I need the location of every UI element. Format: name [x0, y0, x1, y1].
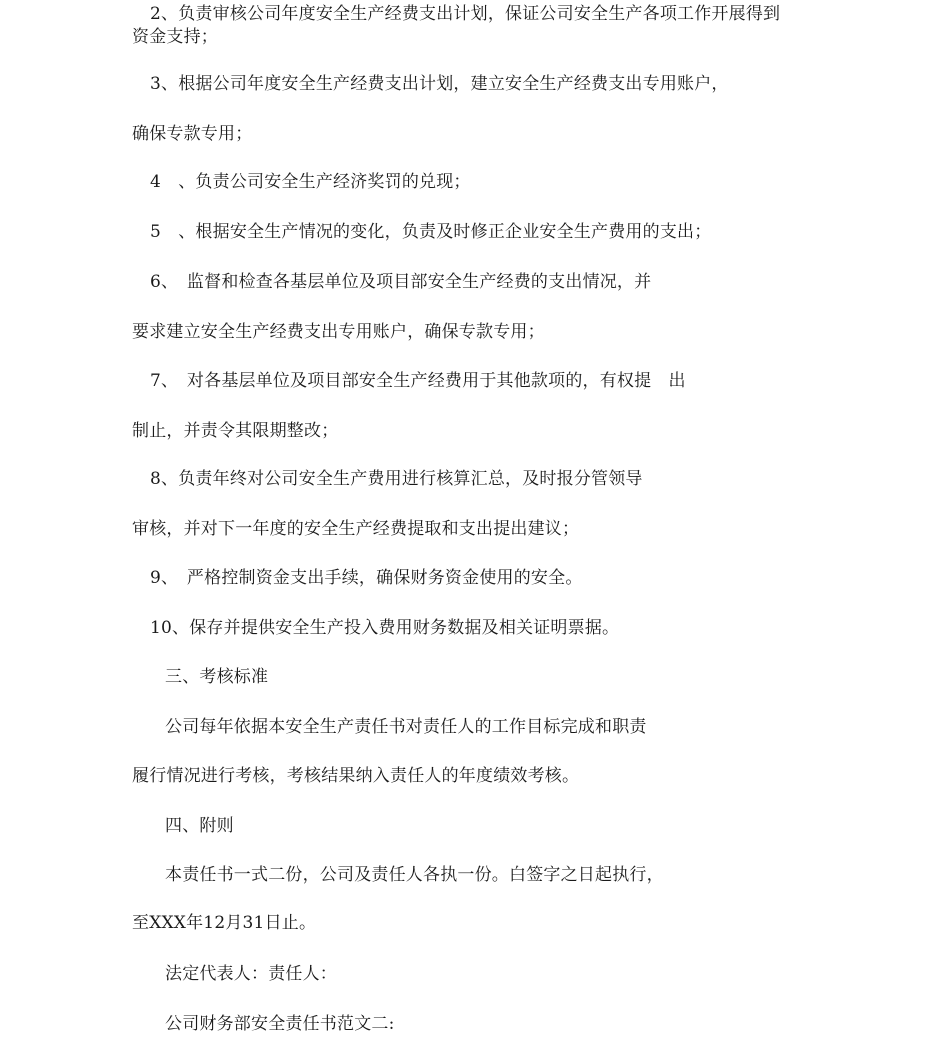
item-3-line-1: 3、根据公司年度安全生产经费支出计划，建立安全生产经费支出专用账户， [150, 74, 729, 94]
section-4-heading: 四、附则 [165, 816, 234, 836]
item-5: 5 、根据安全生产情况的变化，负责及时修正企业安全生产费用的支出； [150, 222, 712, 242]
section-3-para-line-2: 履行情况进行考核，考核结果纳入责任人的年度绩效考核。 [132, 766, 580, 786]
item-8-line-2: 审核，并对下一年度的安全生产经费提取和支出提出建议； [132, 519, 580, 539]
section-3-para-line-1: 公司每年依据本安全生产责任书对责任人的工作目标完成和职责 [165, 717, 647, 737]
item-8-line-1: 8、负责年终对公司安全生产费用进行核算汇总，及时报分管领导 [150, 469, 643, 489]
item-3-line-2: 确保专款专用； [132, 124, 253, 144]
item-2-line-1: 2、负责审核公司年度安全生产经费支出计划，保证公司安全生产各项工作开展得到 [150, 4, 781, 24]
section-4-para-line-1: 本责任书一式二份，公司及责任人各执一份。白签字之日起执行， [165, 865, 664, 885]
item-2-line-2: 资金支持； [132, 27, 218, 47]
sample-two-heading: 公司财务部安全责任书范文二: [165, 1014, 395, 1034]
item-7-line-1: 7、 对各基层单位及项目部安全生产经费用于其他款项的，有权提 出 [150, 371, 686, 391]
item-4: 4 、负责公司安全生产经济奖罚的兑现； [150, 172, 471, 192]
section-3-heading: 三、考核标准 [165, 667, 269, 687]
item-9: 9、 严格控制资金支出手续，确保财务资金使用的安全。 [150, 568, 583, 588]
signature-line: 法定代表人：责任人： [165, 964, 337, 984]
item-10: 10、保存并提供安全生产投入费用财务数据及相关证明票据。 [150, 618, 620, 638]
section-4-para-line-2: 至XXX年12月31日止。 [132, 913, 317, 933]
item-6-line-2: 要求建立安全生产经费支出专用账户，确保专款专用； [132, 322, 545, 342]
item-6-line-1: 6、 监督和检查各基层单位及项目部安全生产经费的支出情况，并 [150, 272, 652, 292]
item-7-line-2: 制止，并责令其限期整改； [132, 421, 339, 441]
